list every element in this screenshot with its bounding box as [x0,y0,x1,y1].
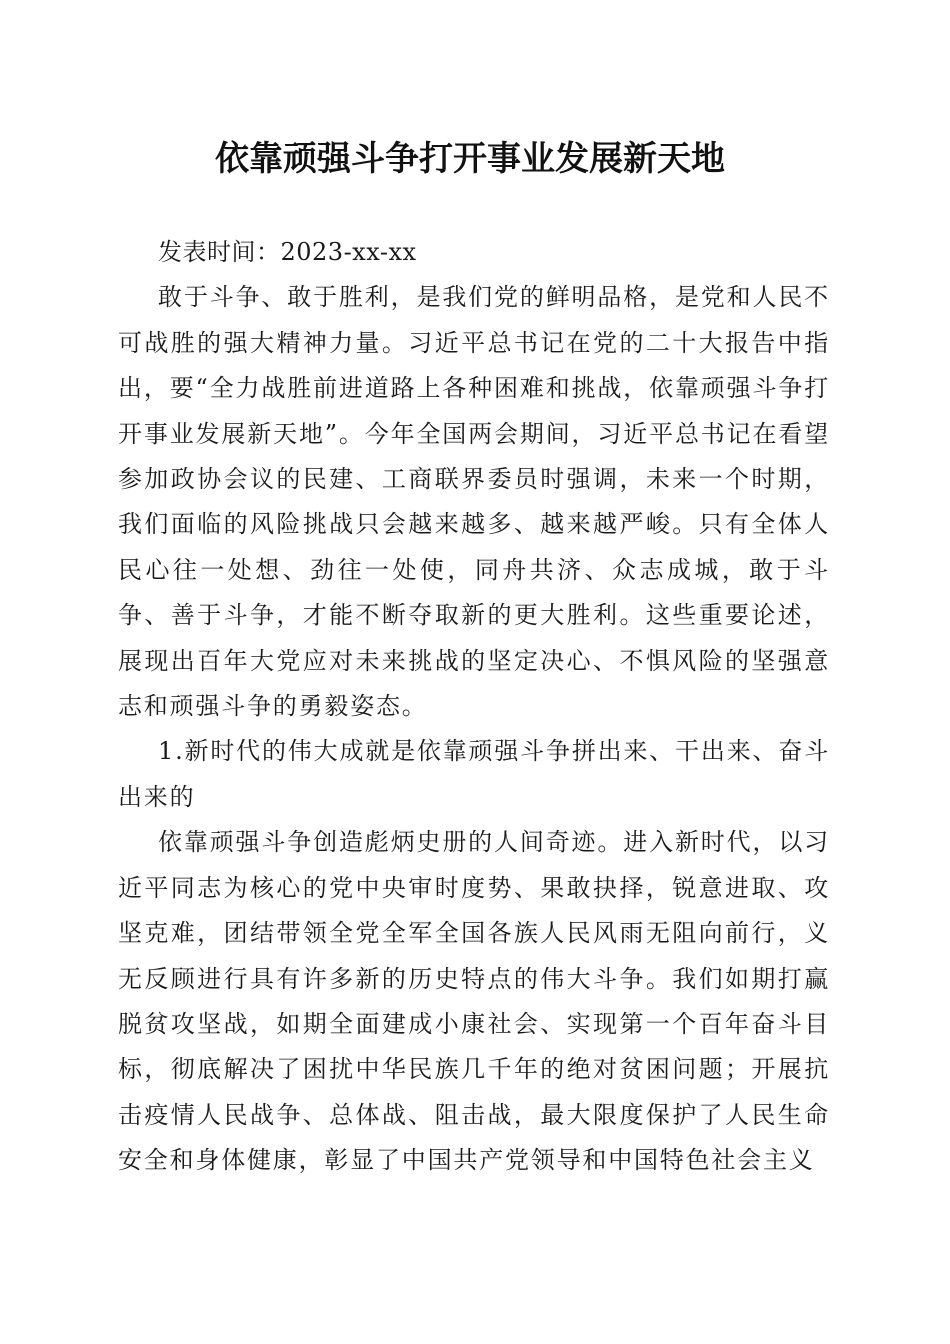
document-body [118,230,830,1184]
publish-date: 发表时间：2023-xx-xx [158,238,417,266]
paragraph-intro: 敢于斗争、敢于胜利，是我们党的鲜明品格，是党和人民不可战胜的强大精神力量。习近平总书记在党的二十大报告中指出，要“全力战胜前进道路上各种困难和挑战，依靠顽强斗争打开事业发展新天地”。今年全国两会期间，习近平总书记在看望参加政协会议的民建、工商联界委员时强调，未来一个时期，我们面临的风险挑战只会越来越多、越来越严峻。只有全体人民心往一处想、劲往一处使，同舟共济、众志成城，敢于斗争、善于斗争，才能不断夺取新的更大胜利。这些重要论述，展现出百年大党应对未来挑战的坚定决心、不惧风险的坚强意志和顽强斗争的勇毅姿态。 [118,283,830,721]
paragraph-section-1: 依靠顽强斗争创造彪炳史册的人间奇迹。进入新时代，以习近平同志为核心的党中央审时度势、果敢抉择，锐意进取、攻坚克难，团结带领全党全军全国各族人民风雨无阻向前行，义无反顾进行具有许多新的历史特点的伟大斗争。我们如期打赢脱贫攻坚战，如期全面建成小康社会、实现第一个百年奋斗目标，彻底解决了困扰中华民族几千年的绝对贫困问题；开展抗击疫情人民战争、总体战、阻击战，最大限度保护了人民生命安全和身体健康，彰显了中国共产党领导和中国特色社会主义 [118,828,830,1175]
document-title: 依靠顽强斗争打开事业发展新天地 [215,139,725,179]
section-heading-1: 1.新时代的伟大成就是依靠顽强斗争拼出来、干出来、奋斗出来的 [118,737,830,811]
